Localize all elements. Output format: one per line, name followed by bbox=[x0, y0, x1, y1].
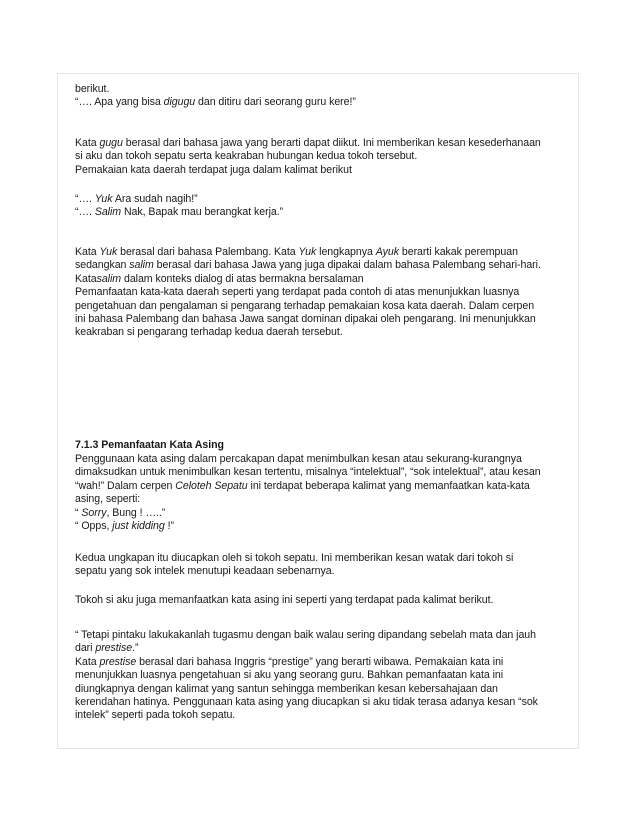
italic-term: gugu bbox=[99, 137, 123, 149]
paragraph-yuk-quote bbox=[58, 193, 580, 220]
text-span: berasal dari bahasa Palembang. Kata bbox=[117, 246, 299, 258]
italic-term: Yuk bbox=[298, 246, 317, 258]
text-line: Pemakaian kata daerah terdapat juga dalam kalimat berikut bbox=[75, 163, 352, 176]
section-heading: 7.1.3 Pemanfaatan Kata Asing bbox=[75, 439, 224, 451]
paragraph-yuk-explanation bbox=[58, 246, 580, 340]
text-span: “…. bbox=[75, 206, 95, 219]
text-span: ini terdapat beberapa kalimat yang memanfaatkan kata-kata bbox=[247, 479, 530, 492]
text-span: dari bbox=[75, 642, 96, 655]
text-line: intelek” seperti pada tokoh sepatu. bbox=[75, 709, 236, 722]
text-line bbox=[75, 259, 572, 272]
text-span: Nak, Bapak mau berangkat kerja.” bbox=[121, 206, 284, 219]
text-line bbox=[75, 480, 572, 493]
italic-term: Celoteh Sepatu bbox=[175, 479, 248, 492]
italic-term: prestise bbox=[95, 642, 133, 655]
paragraph-intro-quote bbox=[58, 83, 580, 110]
text-line bbox=[75, 273, 572, 286]
text-line: berikut. bbox=[75, 83, 110, 95]
text-line bbox=[75, 246, 572, 259]
text-line: ini bahasa Palembang dan bahasa Jawa sangat dominan dipakai oleh pengarang. Ini menunjukkan bbox=[75, 313, 536, 326]
italic-term: prestise bbox=[99, 655, 137, 668]
text-span: berarti kakak perempuan bbox=[399, 246, 518, 258]
text-span: “wah!” Dalam cerpen bbox=[75, 479, 176, 492]
paragraph-gugu bbox=[58, 137, 580, 177]
text-line: Tokoh si aku juga memanfaatkan kata asing ini seperti yang terdapat pada kalimat berikut. bbox=[75, 594, 494, 606]
italic-term: Ayuk bbox=[375, 246, 399, 258]
text-line bbox=[75, 137, 572, 150]
text-line: pengetahuan dan pengalaman si pengarang terhadap pemakaian kosa kata daerah. Dalam cerpen bbox=[75, 299, 535, 312]
text-line bbox=[75, 656, 572, 669]
text-line bbox=[75, 507, 572, 520]
text-span: dalam konteks dialog di atas bermakna bersalaman bbox=[121, 272, 364, 285]
text-span: “ bbox=[75, 506, 82, 519]
text-span: dan ditiru dari seorang guru kere!” bbox=[195, 96, 356, 109]
text-span: sedangkan bbox=[75, 259, 130, 272]
text-line: keakraban si pengarang terhadap kedua daerah tersebut. bbox=[75, 326, 343, 339]
text-line: diungkapnya dengan kalimat yang santun sehingga memberikan kesan kebersahajaan dan bbox=[75, 682, 498, 695]
text-span: “…. bbox=[75, 193, 95, 205]
text-line: asing, seperti: bbox=[75, 493, 141, 506]
text-span: Kata bbox=[75, 137, 100, 149]
text-line bbox=[75, 642, 572, 655]
text-line bbox=[75, 96, 572, 109]
text-line: “ Tetapi pintaku lakukakanlah tugasmu dengan baik walau sering dipandang sebelah mata dan jauh bbox=[75, 629, 536, 641]
text-span: Kata bbox=[75, 655, 100, 668]
italic-term: digugu bbox=[163, 96, 196, 109]
text-span: .” bbox=[132, 642, 139, 655]
text-span: berasal dari bahasa Inggris “prestige” yang berarti wibawa. Pemakaian kata ini bbox=[136, 655, 504, 668]
paragraph-prestise bbox=[58, 629, 580, 723]
italic-term: just kidding bbox=[112, 520, 165, 533]
text-span: berasal dari bahasa Jawa yang juga dipakai dalam bahasa Palembang sehari-hari. bbox=[153, 259, 541, 272]
italic-term: Yuk bbox=[94, 193, 113, 205]
italic-term: Yuk bbox=[99, 246, 118, 258]
text-line bbox=[75, 520, 572, 533]
text-span: Kata bbox=[75, 246, 100, 258]
text-line: Pemanfaatan kata-kata daerah seperti yang terdapat pada contoh di atas menunjukkan luasnya bbox=[75, 286, 520, 299]
text-line: dimaksudkan untuk menimbulkan kesan tertentu, misalnya “intelektual”, “sok intelektual”, atau kesan bbox=[75, 466, 541, 479]
text-span: “ Opps, bbox=[75, 520, 113, 533]
text-line bbox=[75, 206, 572, 219]
paragraph-foreign-words bbox=[58, 453, 580, 533]
section-block bbox=[58, 439, 580, 452]
text-line: menunjukkan luasnya pengetahuan si aku yang seorang guru. Bahkan pemanfaatan kata ini bbox=[75, 669, 504, 682]
italic-term: Salim bbox=[94, 206, 122, 219]
document-page bbox=[57, 73, 579, 749]
text-line: kerendahan hatinya. Penggunaan kata asing yang diucapkan si aku tidak terasa adanya kesan “sok bbox=[75, 696, 538, 709]
text-span: berasal dari bahasa jawa yang berarti dapat diikut. Ini memberikan kesan kesederhanaan bbox=[122, 137, 541, 149]
paragraph-aku-intro bbox=[58, 594, 580, 607]
text-span: lengkapnya bbox=[316, 246, 376, 258]
text-line: si aku dan tokoh sepatu serta keakraban hubungan kedua tokoh tersebut. bbox=[75, 150, 418, 163]
italic-term: salim bbox=[96, 272, 122, 285]
text-span: Ara sudah nagih!” bbox=[112, 193, 198, 205]
italic-term: Sorry bbox=[81, 506, 107, 519]
text-span: Kata bbox=[75, 272, 97, 285]
text-span: “…. Apa yang bisa bbox=[75, 96, 164, 109]
text-line: Kedua ungkapan itu diucapkan oleh si tokoh sepatu. Ini memberikan kesan watak dari tokoh si bbox=[75, 552, 514, 564]
italic-term: salim bbox=[129, 259, 154, 272]
text-line: sepatu yang sok intelek menutupi keadaan sebenarnya. bbox=[75, 565, 335, 578]
text-line bbox=[75, 193, 572, 206]
text-span: , Bung ! …..” bbox=[106, 506, 166, 519]
paragraph-sepatu-character bbox=[58, 552, 580, 579]
text-line: Penggunaan kata asing dalam percakapan dapat menimbulkan kesan atau sekurang-kurangnya bbox=[75, 453, 522, 465]
text-span: !” bbox=[164, 520, 174, 533]
